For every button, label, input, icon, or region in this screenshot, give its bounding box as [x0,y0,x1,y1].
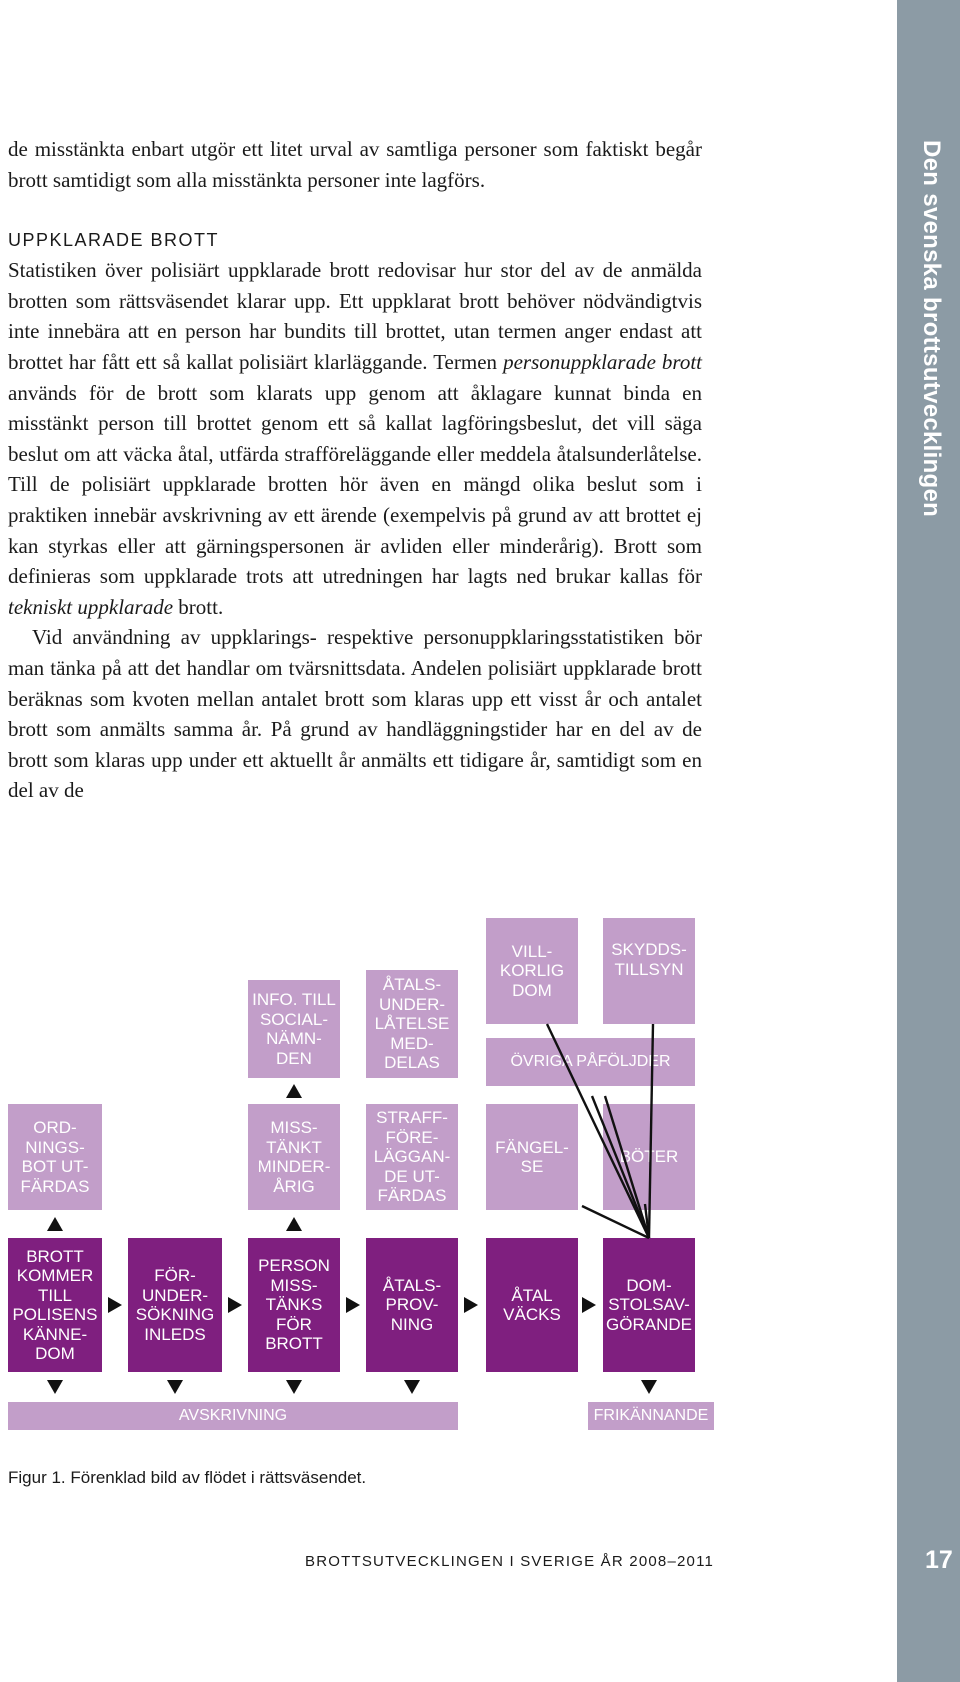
flow-step-6: DOM- STOLSAV- GÖRANDE [603,1238,695,1372]
flow-diagram [0,900,720,1424]
arrow-right-2 [228,1297,242,1313]
box-fangelse: FÄNGEL- SE [486,1104,578,1210]
line-to-ovriga-1 [592,1096,649,1238]
paragraph-2-part-c: brott. [173,594,224,619]
box-ordningsbot: ORD- NINGS- BOT UT- FÄRDAS [8,1104,102,1210]
box-skyddstillsyn: SKYDDS- TILLSYN [603,918,695,1024]
arrow-up-minderarig [286,1217,302,1231]
section-heading: UPPKLARADE BROTT [8,230,220,251]
paragraph-2 [8,255,702,622]
arrow-up-info [286,1084,302,1098]
arrow-down-4 [404,1380,420,1394]
flow-step-5: ÅTAL VÄCKS [486,1238,578,1372]
flow-step-1: BROTT KOMMER TILL POLISENS KÄNNE- DOM [8,1238,102,1372]
side-title: Den svenska brottsutvecklingen [918,140,945,518]
figure-caption: Figur 1. Förenklad bild av flödet i rättsväsendet. [8,1468,367,1487]
bar-frikannande: FRIKÄNNANDE [588,1402,714,1430]
box-straffforelaggande: STRAFF- FÖRE- LÄGGAN- DE UT- FÄRDAS [366,1104,458,1210]
flow-step-4: ÅTALS- PROV- NING [366,1238,458,1372]
page-number: 17 [925,1546,953,1574]
arrow-right-1 [108,1297,122,1313]
term-tekniskt-uppklarade: tekniskt uppklarade [8,594,174,619]
bar-ovriga-pafoljder: ÖVRIGA PÅFÖLJDER [486,1038,695,1086]
diagram-arrows [0,900,720,1440]
box-info-socialnamnden: INFO. TILL SOCIAL- NÄMN- DEN [248,980,340,1078]
paragraph-2-part-a: Statistiken över polisiärt uppklarade brott redovisar hur stor del av de anmälda brotten som rättsväsendet klarar upp. Ett uppklarat brott behöver nödvändigtvis inte innebära att en person har bundits till brottet, utan termen anger endast att brottet har fått ett så kallat polisiärt klarläggande. Termen [8,258,702,374]
arrow-down-1 [47,1380,63,1394]
paragraph-3: Vid användning av uppklarings- respektive personuppklaringsstatistiken bör man tänka på att det handlar om tvärsnittsdata. Andelen polisiärt uppklarade brott beräknas som kvoten mellan antalet brott som klaras upp ett visst år och antalet brott som anmälts samma år. På grund av handläggningstider har en del av de brott som klaras upp under ett aktuellt år anmälts ett tidigare år, samtidigt som en del av de [8,625,702,803]
arrow-up-ordningsbot [47,1217,63,1231]
flow-step-3: PERSON MISS- TÄNKS FÖR BROTT [248,1238,340,1372]
term-personuppklarade: personuppklarade brott [503,349,702,374]
box-atalsunderlatelse: ÅTALS- UNDER- LÅTELSE MED- DELAS [366,970,458,1078]
line-to-ovriga-2 [605,1096,649,1238]
body-text [8,134,702,806]
arrow-down-3 [286,1380,302,1394]
arrow-right-5 [582,1297,596,1313]
arrow-right-4 [464,1297,478,1313]
line-to-villkorlig [547,1024,649,1238]
paragraph-1: de misstänkta enbart utgör ett litet urval av samtliga personer som faktiskt begår brott samtidigt som alla misstänkta personer inte lagförs. [8,137,702,192]
box-boter: BÖTER [603,1104,695,1210]
box-misstankt-minderarig: MISS- TÄNKT MINDER- ÅRIG [248,1104,340,1210]
arrow-right-3 [346,1297,360,1313]
running-footer: BROTTSUTVECKLINGEN I SVERIGE ÅR 2008–2011 [305,1553,715,1570]
line-to-skyddstillsyn [649,1024,653,1238]
flow-step-2: FÖR- UNDER- SÖKNING INLEDS [128,1238,222,1372]
arrow-down-6 [641,1380,657,1394]
bar-avskrivning: AVSKRIVNING [8,1402,458,1430]
arrow-down-2 [167,1380,183,1394]
paragraph-2-part-b: används för de brott som klarats upp genom att åklagare kunnat binda en misstänkt person till brottet genom ett så kallat lagföringsbeslut, det vill säga beslut om att väcka åtal, utfärda strafföreläggande eller meddela åtalsunderlåtelse. Till de polisiärt uppklarade brotten hör även en mängd olika beslut som i praktiken innebär avskrivning av ett ärende (exempelvis på grund av att brottet ej kan styrkas eller att gärningspersonen är avliden eller minderårig). Brott som definieras som uppklarade trots att utredningen har lagts ned brukar kallas för [8,380,702,589]
box-villkorlig-dom: VILL- KORLIG DOM [486,918,578,1024]
